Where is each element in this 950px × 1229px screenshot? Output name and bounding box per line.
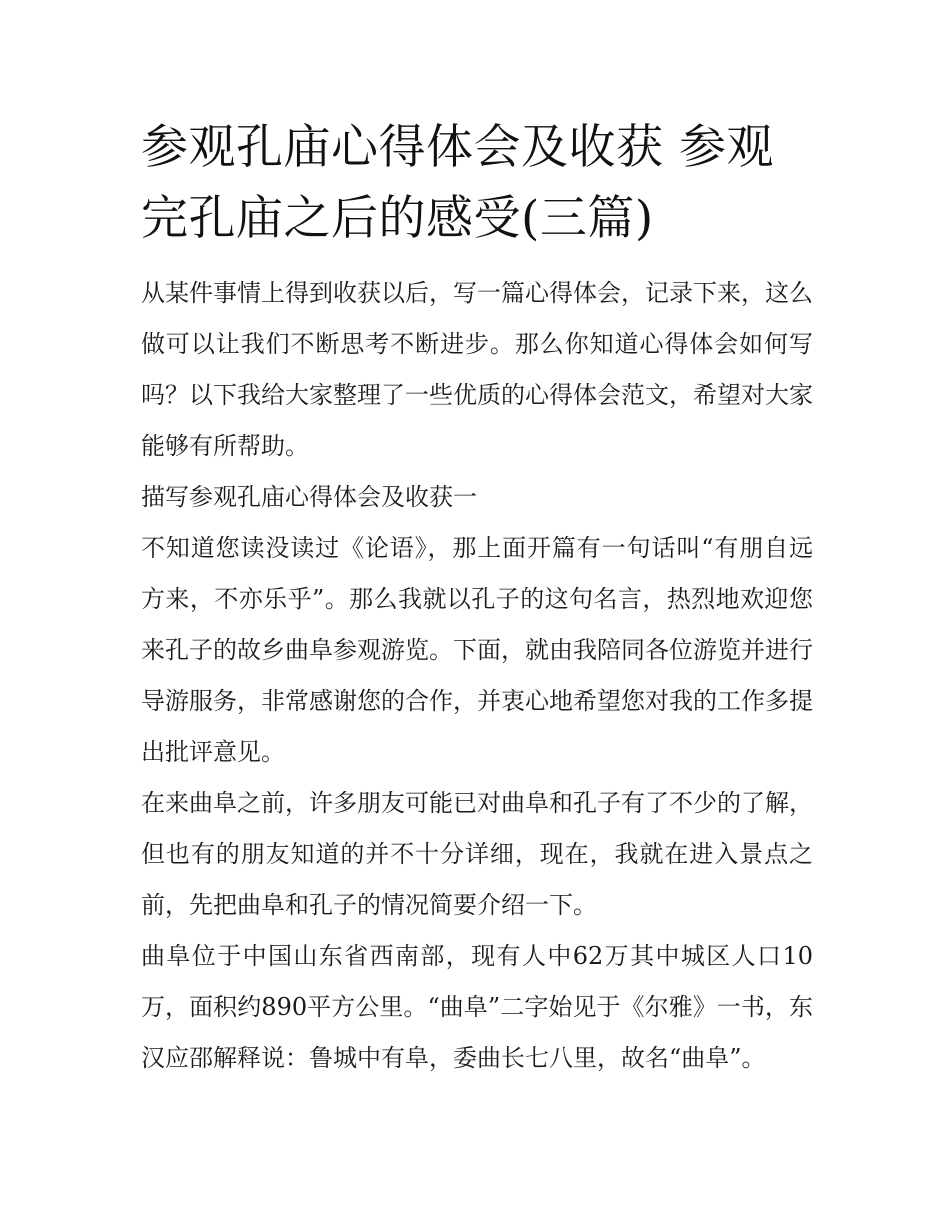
- intro-paragraph: 从某件事情上得到收获以后，写一篇心得体会，记录下来，这么做可以让我们不断思考不断进步。那么你知道心得体会如何写吗？以下我给大家整理了一些优质的心得体会范文，希望对大家能够有所帮助。: [141, 279, 813, 460]
- section-heading: 描写参观孔庙心得体会及收获一: [141, 483, 477, 511]
- body-paragraph-1: 不知道您读没读过《论语》，那上面开篇有一句话叫“有朋自远方来，不亦乐乎”。那么我就以孔子的这句名言，热烈地欢迎您来孔子的故乡曲阜参观游览。下面，就由我陪同各位游览并进行导游服务，非常感谢您的合作，并衷心地希望您对我的工作多提出批评意见。: [141, 534, 813, 766]
- document-title: 参观孔庙心得体会及收获 参观完孔庙之后的感受(三篇): [141, 120, 774, 246]
- body-paragraph-2: 在来曲阜之前，许多朋友可能已对曲阜和孔子有了不少的了解，但也有的朋友知道的并不十分详细，现在，我就在进入景点之前，先把曲阜和孔子的情况简要介绍一下。: [141, 789, 813, 919]
- document-body: [141, 112, 813, 1084]
- body-paragraph-3: 曲阜位于中国山东省西南部，现有人中62万其中城区人口10万，面积约890平方公里。“曲阜”二字始见于《尔雅》一书，东汉应邵解释说：鲁城中有阜，委曲长七八里，故名“曲阜”。: [141, 942, 813, 1072]
